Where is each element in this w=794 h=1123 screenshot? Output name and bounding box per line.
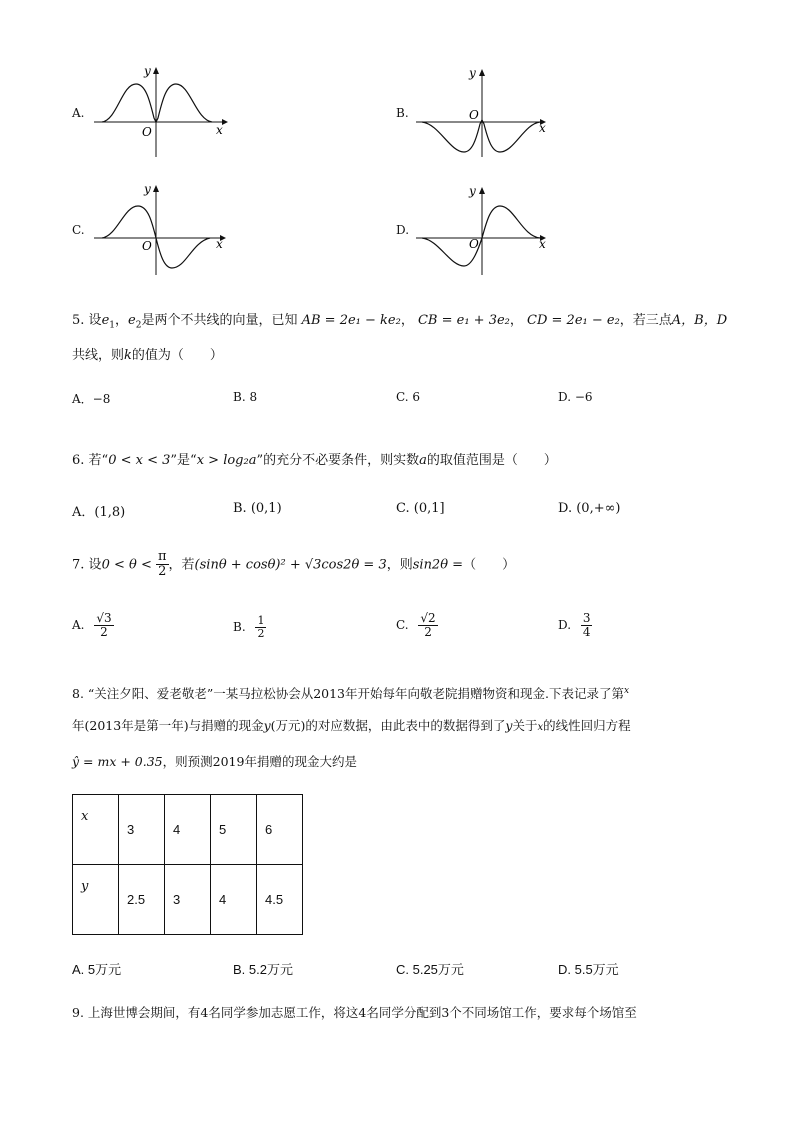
q7-option-c: C. $\frac{√2}{2}$	[396, 611, 436, 640]
q7-line1: 7. 设0 < θ < $\frac{\pi}{2}$ ，若(sinθ + cosθ)² + √3cos2θ = 3，则sin2θ =（ ）	[72, 549, 516, 580]
q4-option-a-label: A.	[72, 106, 85, 120]
q5-line2: 共线，则k的值为（ ）	[72, 348, 223, 363]
q6-option-b: B. (0,1)	[233, 501, 282, 516]
svg-text:O: O	[469, 237, 479, 251]
q4-graph-b	[414, 62, 554, 162]
table-row: y 2.5 3 4 4.5	[73, 865, 303, 935]
q8-option-c: C. 5.25万元	[396, 962, 464, 977]
q4-option-c-label: C.	[72, 223, 85, 237]
q6-option-c: C. (0,1]	[396, 501, 445, 516]
q4-a-x-label: x	[216, 123, 223, 137]
q8-option-b: B. 5.2万元	[233, 962, 293, 977]
svg-text:x: x	[216, 237, 223, 251]
table-row: x 3 4 5 6	[73, 795, 303, 865]
q7-option-b: B. $\frac{1}{2}$	[233, 614, 265, 641]
q6-option-a: A．(1,8)	[72, 505, 126, 520]
q4-a-origin-label: O	[142, 125, 152, 139]
q6-line1: 6. 若“0 < x < 3”是“x > log₂a”的充分不必要条件，则实数a的取值范围是（ ）	[72, 453, 557, 468]
svg-text:y: y	[144, 182, 151, 196]
q4-option-d-label: D.	[396, 223, 410, 237]
q5-option-b: B. 8	[233, 390, 258, 404]
q4-graph-a	[92, 62, 232, 162]
q8-line1: 8. “关注夕阳、爱老敬老”一某马拉松协会从2013年开始每年向敬老院捐赠物资和现金.下表记录了第$^x$	[72, 685, 630, 701]
q7-option-d: D. $\frac{3}{4}$	[558, 611, 591, 640]
svg-text:x: x	[539, 237, 546, 251]
svg-text:x: x	[539, 121, 546, 135]
q4-graph-d	[414, 180, 554, 280]
q4-option-b-label: B.	[396, 106, 409, 120]
q9-line1: 9. 上海世博会期间，有4名同学参加志愿工作，将这4名同学分配到3个不同场馆工作，要求每个场馆至	[72, 1005, 637, 1020]
q8-line3: ŷ = mx + 0.35，则预测2019年捐赠的现金大约是	[72, 754, 357, 769]
q5-option-d: D. −6	[558, 390, 593, 404]
q8-option-a: A. 5万元	[72, 962, 122, 977]
q6-option-d: D. (0,+∞)	[558, 501, 621, 516]
svg-text:y: y	[469, 66, 476, 80]
q8-option-d: D. 5.5万元	[558, 962, 619, 977]
q5-option-a: A．−8	[72, 392, 111, 406]
q7-option-a: A. $\frac{√3}{2}$	[72, 611, 112, 640]
q5-line1: 5. 设$e_1$，$e_2$是两个不共线的向量，已知 AB = 2e₁ − ke₂， CB = e₁ + 3e₂， CD = 2e₁ − e₂，若三点A，B，D	[72, 313, 728, 331]
q4-a-y-label: y	[144, 64, 151, 78]
q8-data-table	[72, 794, 303, 935]
q8-line2: 年(2013年是第一年)与捐赠的现金y(万元)的对应数据，由此表中的数据得到了y关于x的线性回归方程	[72, 718, 631, 733]
q5-option-c: C. 6	[396, 390, 421, 404]
svg-text:O: O	[469, 108, 479, 122]
svg-text:O: O	[142, 239, 152, 253]
q4-graph-c	[92, 180, 232, 280]
svg-text:y: y	[469, 184, 476, 198]
